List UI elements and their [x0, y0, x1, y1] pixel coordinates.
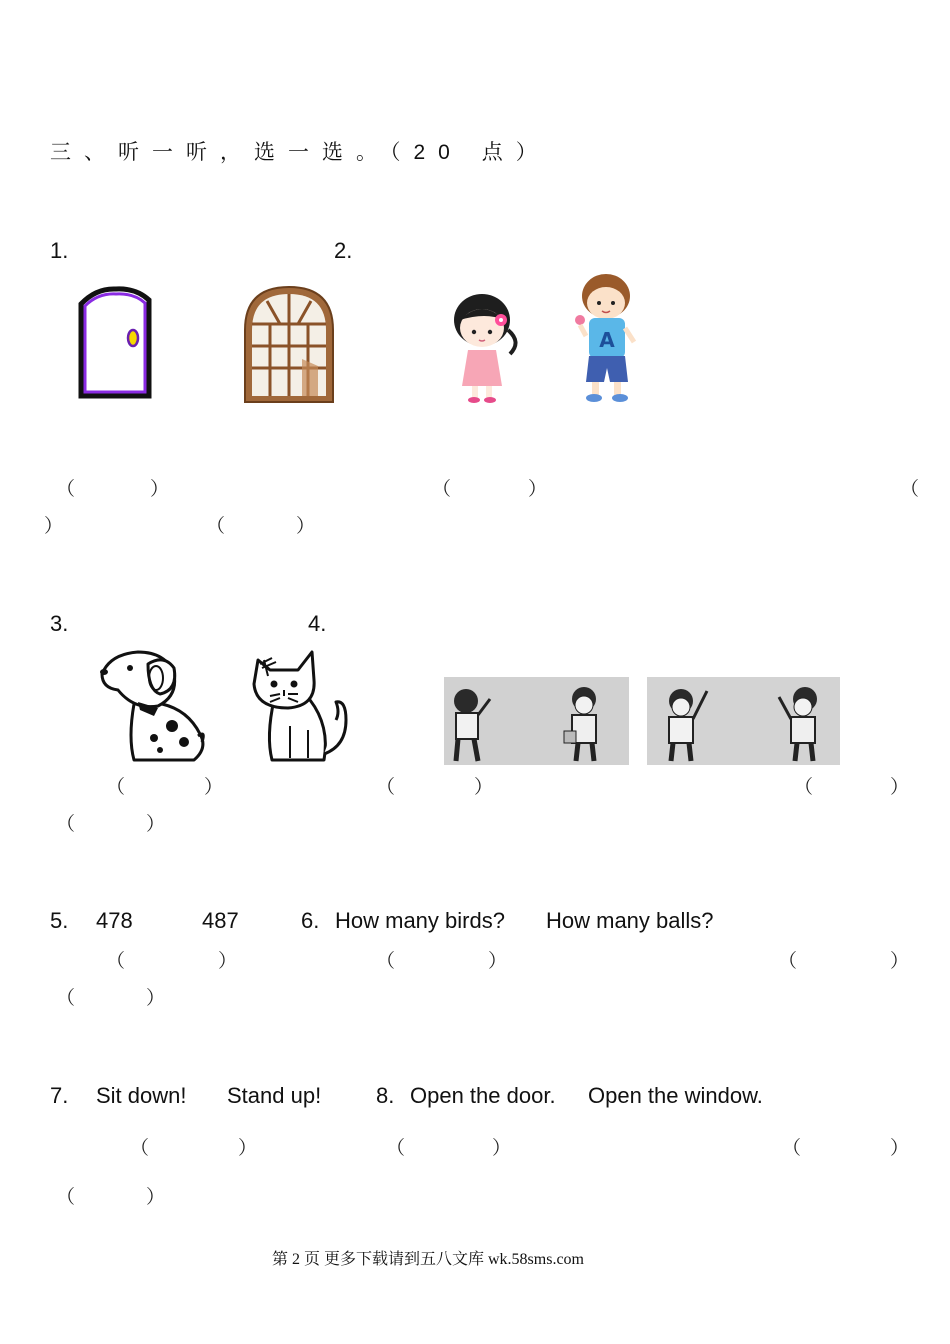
- answer-bracket-close[interactable]: ）: [528, 479, 548, 500]
- window-icon: [242, 284, 336, 404]
- answer-bracket-close[interactable]: ）: [150, 479, 170, 500]
- answer-bracket-open[interactable]: （: [376, 951, 396, 972]
- answer-bracket-open[interactable]: （: [794, 777, 814, 798]
- question-4-number: 4.: [308, 611, 327, 636]
- answer-bracket-open[interactable]: （: [106, 951, 126, 972]
- question-8-number: 8.: [376, 1083, 395, 1108]
- answer-bracket-close[interactable]: ）: [474, 777, 494, 798]
- svg-text:A: A: [599, 328, 615, 352]
- answer-bracket-close[interactable]: ）: [44, 516, 64, 537]
- page-footer: 第 2 页 更多下载请到五八文库 wk.58sms.com: [272, 1251, 585, 1268]
- answer-bracket-open[interactable]: （: [56, 814, 76, 835]
- answer-bracket-close[interactable]: ）: [146, 814, 166, 835]
- kids-waving-photo: [647, 677, 840, 765]
- section-title: 三、听一听，选一选。（20 点）: [50, 141, 550, 164]
- answer-bracket-open[interactable]: （: [778, 951, 798, 972]
- question-7-option-a: Sit down!: [96, 1083, 187, 1108]
- answer-bracket-close[interactable]: ）: [890, 777, 910, 798]
- answer-bracket-close[interactable]: ）: [296, 516, 316, 537]
- answer-bracket-open[interactable]: （: [56, 479, 76, 500]
- boy-icon: [572, 270, 644, 408]
- answer-bracket-open[interactable]: （: [206, 516, 226, 537]
- question-3-number: 3.: [50, 611, 69, 636]
- answer-bracket-open[interactable]: （: [130, 1138, 150, 1159]
- question-5-number: 5.: [50, 908, 69, 933]
- answer-bracket-open[interactable]: （: [900, 479, 920, 500]
- answer-bracket-close[interactable]: ）: [488, 951, 508, 972]
- question-5-option-b: 487: [202, 908, 239, 933]
- question-2-number: 2.: [334, 238, 353, 263]
- answer-bracket-close[interactable]: ）: [890, 1138, 910, 1159]
- kids-walking-photo: [444, 677, 629, 765]
- answer-bracket-open[interactable]: （: [376, 777, 396, 798]
- question-7-number: 7.: [50, 1083, 69, 1108]
- answer-bracket-open[interactable]: （: [432, 479, 452, 500]
- question-8-option-a: Open the door.: [410, 1083, 556, 1108]
- question-7-option-b: Stand up!: [227, 1083, 322, 1108]
- answer-bracket-close[interactable]: ）: [238, 1138, 258, 1159]
- question-6-option-a: How many birds?: [335, 908, 505, 933]
- question-8-option-b: Open the window.: [588, 1083, 763, 1108]
- question-1-number: 1.: [50, 238, 69, 263]
- door-icon: [76, 286, 154, 400]
- answer-bracket-close[interactable]: ）: [146, 988, 166, 1009]
- answer-bracket-close[interactable]: ）: [492, 1138, 512, 1159]
- answer-bracket-close[interactable]: ）: [890, 951, 910, 972]
- question-6-option-b: How many balls?: [546, 908, 714, 933]
- girl-icon: [446, 290, 524, 406]
- answer-bracket-open[interactable]: （: [56, 1187, 76, 1208]
- answer-bracket-open[interactable]: （: [782, 1138, 802, 1159]
- answer-bracket-open[interactable]: （: [106, 777, 126, 798]
- answer-bracket-close[interactable]: ）: [146, 1187, 166, 1208]
- answer-bracket-close[interactable]: ）: [218, 951, 238, 972]
- answer-bracket-close[interactable]: ）: [204, 777, 224, 798]
- answer-bracket-open[interactable]: （: [386, 1138, 406, 1159]
- cat-icon: [250, 646, 354, 766]
- question-6-number: 6.: [301, 908, 320, 933]
- question-5-option-a: 478: [96, 908, 133, 933]
- dog-icon: [98, 650, 208, 766]
- answer-bracket-open[interactable]: （: [56, 988, 76, 1009]
